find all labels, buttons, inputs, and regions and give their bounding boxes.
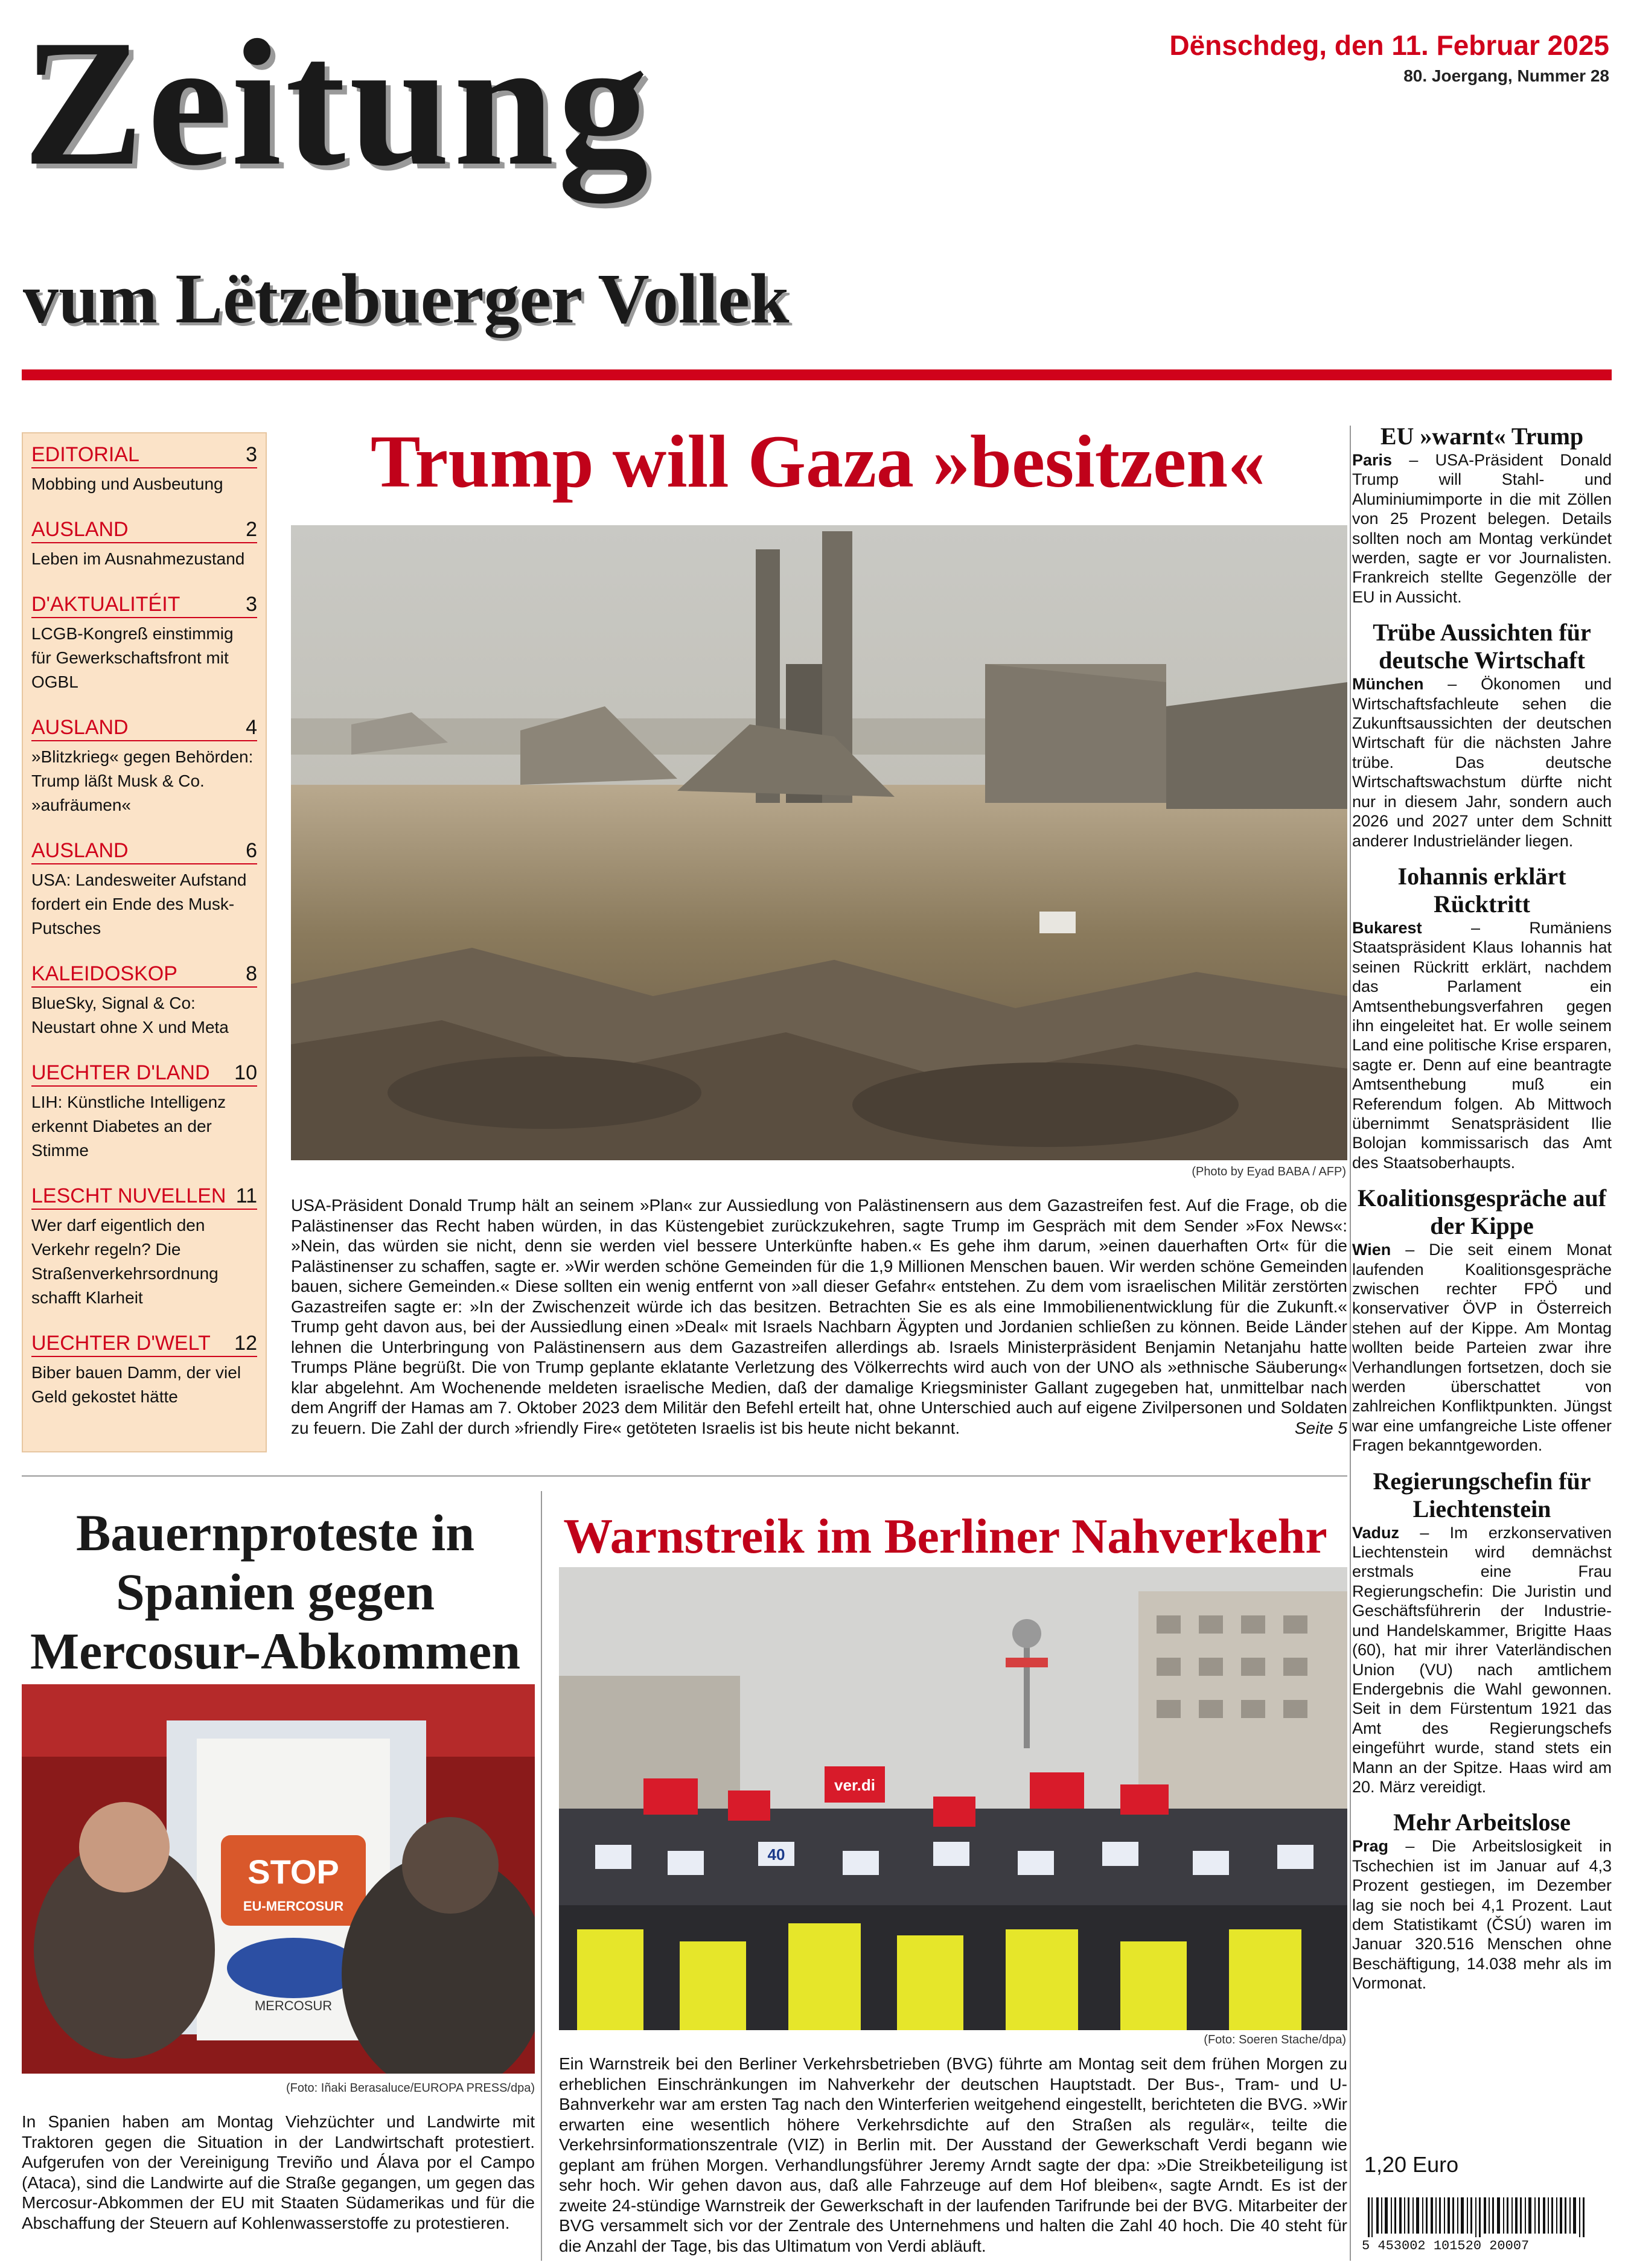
toc-section: LESCHT NUVELLEN — [31, 1184, 226, 1207]
toc-page: 8 — [246, 962, 257, 985]
sign-mercosur-text: MERCOSUR — [254, 1998, 333, 2013]
toc-section: UECHTER D'LAND — [31, 1061, 210, 1084]
toc-page: 4 — [246, 716, 257, 739]
brief-headline[interactable]: EU »warnt« Trump — [1380, 423, 1584, 450]
flag-text: ver.di — [834, 1776, 875, 1794]
toc-text: USA: Landesweiter Aufstand fordert ein Ende des Musk-Putsches — [31, 870, 247, 938]
toc-text: Biber bauen Damm, der viel Geld gekostet hätte — [31, 1363, 241, 1406]
toc-page: 3 — [246, 443, 257, 466]
lead-photo — [291, 525, 1347, 1160]
toc-item[interactable] — [31, 1330, 257, 1409]
brief-dateline: Wien — [1352, 1241, 1391, 1259]
brief-item — [1352, 619, 1612, 851]
toc-text: Mobbing und Ausbeutung — [31, 474, 223, 493]
toc-item[interactable] — [31, 715, 257, 817]
toc-text: LIH: Künstliche Intelligenz erkennt Diabetes an der Stimme — [31, 1093, 226, 1160]
toc-page: 11 — [235, 1184, 257, 1207]
toc-text: Wer darf eigentlich den Verkehr regeln? Die Straßenverkehrsordnung schafft Klarheit — [31, 1216, 219, 1307]
lead-body — [291, 1195, 1347, 1438]
column-divider — [541, 1491, 542, 2261]
sign-subtext: EU-MERCOSUR — [243, 1899, 344, 1914]
toc-section: EDITORIAL — [31, 443, 139, 466]
toc-page: 2 — [246, 518, 257, 541]
lead-page-ref[interactable]: Seite 5 — [1294, 1418, 1347, 1437]
toc-item[interactable] — [31, 1183, 257, 1310]
brief-item — [1352, 863, 1612, 1172]
toc-text: »Blitzkrieg« gegen Behörden: Trump läßt Musk & Co. »aufräumen« — [31, 747, 254, 814]
toc-page: 6 — [246, 839, 257, 862]
brief-headline[interactable]: Regierungschefin für Liechtenstein — [1373, 1467, 1591, 1522]
barcode-digits: 5 453002 101520 20007 — [1362, 2238, 1530, 2252]
lead-photo-credit: (Photo by Eyad BABA / AFP) — [1192, 1165, 1346, 1178]
toc-page: 3 — [246, 593, 257, 616]
brief-item — [1352, 1184, 1612, 1455]
toc-text: BlueSky, Signal & Co: Neustart ohne X und Meta — [31, 994, 229, 1037]
toc-section: KALEIDOSKOP — [31, 962, 177, 985]
brief-text: – Im erzkonservativen Liechtenstein wird demnächst erstmals eine Frau Regierungschefin: Die Juristin und Geschäftsführerin der Industrie- und Handelskammer, Brigitte Haas (60), hat mir ihrer Vaterländischen Union (VU) nach amtlichem Endergebnis die Wahl gewonnen. Seit in dem Fürstentum 1921 das Amt des Regierungschefs eingeführt wurde, stand stets ein Mann an der Spitze. Haas wird am 20. März vereidigt. — [1352, 1523, 1612, 1796]
brief-dateline: Vaduz — [1352, 1523, 1400, 1542]
toc-section: AUSLAND — [31, 518, 129, 541]
brief-headline[interactable]: Iohannis erklärt Rücktritt — [1397, 862, 1566, 918]
brief-item — [1352, 1809, 1612, 1993]
column-divider — [1350, 426, 1351, 2261]
farm-photo — [22, 1684, 535, 2074]
toc-item[interactable] — [31, 1060, 257, 1163]
toc-section: D'AKTUALITÉIT — [31, 593, 180, 616]
farm-body: In Spanien haben am Montag Viehzüchter und Landwirte mit Traktoren gegen die Situation in der Landwirtschaft protestiert. Aufgerufen von der Vereinigung Treviño und Álava por el Campo (Ataca), sind die Landwirte auf die Straße gegangen, um gegen das Mercosur-Abkommen der EU mit Staaten Südamerikas und für die Abschaffung der Steuern auf Kohlenwasserstoffe zu protestieren. — [22, 2112, 535, 2232]
strike-photo-credit: (Foto: Soeren Stache/dpa) — [1204, 2033, 1346, 2046]
brief-item — [1352, 1468, 1612, 1797]
masthead-rule — [22, 369, 1612, 380]
brief-dateline: Paris — [1352, 451, 1393, 469]
farm-photo-credit: (Foto: Iñaki Berasaluce/EUROPA PRESS/dpa) — [286, 2081, 535, 2095]
toc-item[interactable] — [31, 961, 257, 1040]
price: 1,20 Euro — [1364, 2152, 1459, 2177]
lead-headline[interactable]: Trump will Gaza »besitzen« — [370, 420, 1266, 503]
brief-dateline: München — [1352, 675, 1424, 694]
brief-text: – Die seit einem Monat laufenden Koalitionsgespräche zwischen rechter FPÖ und konservativer ÖVP in Österreich stehen auf der Kippe. Am Montag wollten beide Parteien zwar ihre Verhandlungen fortsetzen, doch sie werden überschattet von zahlreichen Konfliktpunkten. Jüngst war eine umfangreiche Liste offener Fragen bekanntgeworden. — [1352, 1241, 1612, 1455]
toc-item[interactable] — [31, 838, 257, 941]
brief-headline[interactable]: Mehr Arbeitslose — [1393, 1809, 1571, 1836]
brief-headline[interactable]: Trübe Aussichten für deutsche Wirtschaft — [1373, 619, 1591, 674]
issue-number: 80. Joergang, Nummer 28 — [1403, 66, 1609, 85]
placard-text: 40 — [767, 1845, 785, 1864]
toc-item[interactable] — [31, 442, 257, 496]
news-briefs — [1352, 423, 1612, 2005]
strike-headline[interactable]: Warnstreik im Berliner Nahverkehr — [563, 1509, 1327, 1564]
toc-section: AUSLAND — [31, 839, 129, 862]
toc-item[interactable] — [31, 517, 257, 571]
brief-text: – Rumäniens Staatspräsident Klaus Iohannis hat seinen Rückritt erklärt, nachdem das Parlament ein Amtsenthebungsverfahren gegen ihn eingeleitet hat. Er wolle seinem Land eine politische Krise ersparen, sagte er. Denn auf eine beantragte Amtsenthebung muß ein Referendum folgen. Ab Mittwoch übernimmt Senatspräsident Ilie Bolojan kommissarisch das Amt des Staatsoberhaupts. — [1352, 918, 1612, 1172]
strike-photo — [559, 1567, 1347, 2030]
issue-date: Dënschdeg, den 11. Februar 2025 — [1169, 30, 1609, 61]
brief-dateline: Prag — [1352, 1837, 1389, 1856]
masthead-title: Zeitung — [23, 2, 653, 203]
brief-text: – Ökonomen und Wirtschaftsfachleute sehen die Zukunftsaussichten der deutschen Wirtschaft für die nächsten Jahre trübe. Das deutsche Wirtschaftswachstum dürfte nicht nur in diesem Jahr, sondern auch 2026 und 2027 unter dem Schnitt anderer Industrieländer liegen. — [1352, 675, 1612, 850]
brief-item — [1352, 423, 1612, 607]
toc-item[interactable] — [31, 592, 257, 694]
brief-text: – USA-Präsident Donald Trump will Stahl- und Aluminiumimporte in die mit Zöllen von 25 Prozent belegen. Details sollten noch am Montag verkündet werden, sagte er vor Journalisten. Frankreich stellte Gegenzölle der EU in Aussicht. — [1352, 451, 1612, 606]
table-of-contents — [22, 432, 267, 1452]
barcode — [1357, 2197, 1610, 2252]
section-divider — [22, 1475, 1347, 1477]
farm-headline[interactable]: Bauernproteste in Spanien gegen Mercosur-Abkommen — [30, 1504, 521, 1680]
toc-page: 12 — [234, 1332, 257, 1355]
brief-text: – Die Arbeitslosigkeit in Tschechien ist im Januar auf 4,3 Prozent gestiegen, im Dezember lag sie noch bei 4,1 Prozent. Laut dem Statistikamt (ČSÚ) waren im Januar 320.516 Menschen ohne Beschäftigung, 14.038 mehr als im Vormonat. — [1352, 1837, 1612, 1993]
masthead-subtitle: vum Lëtzebuerger Vollek — [23, 259, 790, 338]
sign-stop-text: STOP — [247, 1853, 339, 1891]
strike-body: Ein Warnstreik bei den Berliner Verkehrsbetrieben (BVG) führte am Montag seit dem frühen Morgen zu erheblichen Einschränkungen im Nahverkehr der deutschen Hauptstadt. Der Bus-, Tram- und U-Bahnverkehr war am ersten Tag nach den Winterferien weitgehend eingestellt, berichteten die BVG. »Wir erwarten eine wesentlich höhere Verkehrsdichte auf den Straßen als regulär«, teilte die Verkehrsinformationszentrale (VIZ) in Berlin mit. Der Ausstand der Gewerkschaft Verdi begann wie geplant am frühen Morgen. Verhandlungsführer Jeremy Arndt sagte der dpa: »Die Streikbeteiligung ist sehr hoch. Wir gehen davon aus, daß alle Fahrzeuge auf dem Hof bleiben«, sagte Arndt. Es ist der zweite 24-stündige Warnstreik der Gewerkschaft in der laufenden Tarifrunde bei der BVG. Mitarbeiter der BVG versammelt sich vor der Zentrale des Unternehmens und halten die Zahl 40 hoch. Die 40 steht für die Anzahl der Tage, bis das Ultimatum von Verdi abläuft. — [559, 2054, 1347, 2255]
toc-section: UECHTER D'WELT — [31, 1332, 211, 1355]
toc-text: LCGB-Kongreß einstimmig für Gewerkschaftsfront mit OGBL — [31, 624, 234, 691]
brief-dateline: Bukarest — [1352, 918, 1422, 937]
toc-page: 10 — [234, 1061, 257, 1084]
toc-section: AUSLAND — [31, 716, 129, 739]
brief-headline[interactable]: Koalitionsgespräche auf der Kippe — [1357, 1184, 1607, 1240]
lead-body-text: USA-Präsident Donald Trump hält an seinem »Plan« zur Aussiedlung von Palästinensern aus dem Gazastreifen fest. Auf die Frage, ob die Palästinenser das Recht haben würden, in das Küstengebiet zurückzukehren, sagte Trump im Gespräch mit dem Sender »Fox News«: »Nein, das würden sie nicht, denn sie werden viel bessere Unterkünfte haben.« Es gehe ihm darum, »einen dauerhaften Ort« für die Palästinenser zu schaffen, sagte er. »Wir werden schöne Gemeinden für die 1,9 Millionen Menschen bauen. Wir werden schöne Gemeinden bauen, sichere Gemeinden.« Diese sollten ein wenig entfernt von »all dieser Gefahr« entstehen. Zu dem vom israelischen Militär zerstörten Gazastreifen sagte er: »In der Zwischenzeit würde ich das besitzen. Betrachten Sie es als eine Immobilienentwicklung für die Zukunft.« Trump geht davon aus, bei der Aussiedlung einen »Deal« mit Israels Nachbarn Ägypten und Jordanien schließen zu können. Beide Länder lehnen die Unterbringung von Palästinensern aus dem Gazastreifen allerdings ab. Israels Ministerpräsident Benjamin Netanjahu hatte Trumps Pläne begrüßt. Die von Trump geplante eklatante Verletzung des Völkerrechts wird auch von der UNO als »ethnische Säuberung« klar abgelehnt. Am Wochenende meldeten israelische Medien, daß der damalige Kriegsminister Gallant zugegeben hat, unmittelbar nach dem Angriff der Hamas am 7. Oktober 2023 dem Militär den Befehl erteilt hat, ohne Unterschied auch auf eigene Zivilpersonen und Soldaten zu feuern. Die Zahl der durch »friendly Fire« getöteten Israelis ist bis heute nicht bekannt. — [291, 1196, 1347, 1437]
toc-text: Leben im Ausnahmezustand — [31, 549, 245, 568]
